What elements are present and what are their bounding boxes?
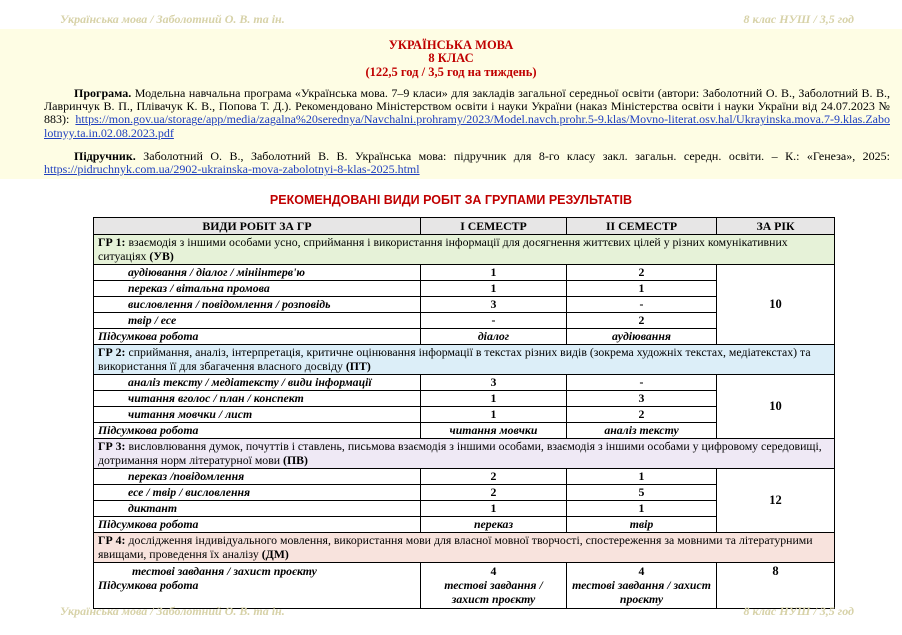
table-row: [94, 469, 835, 485]
semester-1-count: 3: [421, 375, 567, 391]
running-header: [60, 12, 854, 27]
semester-2-count: 5: [567, 485, 717, 501]
group-code: (ДМ): [261, 546, 289, 561]
semester-1-count: 2: [421, 469, 567, 485]
table-row: [94, 265, 835, 281]
year-total: 8: [717, 563, 835, 609]
group-label: ГР 2:: [98, 345, 126, 359]
group-description: [94, 235, 835, 265]
program-label: Програма.: [74, 86, 132, 100]
table-row: [94, 563, 835, 609]
summary-semester-1: тестові завдання / захист проєкту: [444, 578, 543, 606]
semester-2-count: 1: [567, 501, 717, 517]
group-code: (ПТ): [345, 358, 371, 373]
textbook-paragraph: [44, 150, 890, 176]
group-text: висловлювання думок, почуттів і ставлень, письмова взаємодія з іншими особами, взаємодія з іншими особами у цифровому середовищі, дотримання норм літературної мови: [98, 439, 822, 467]
textbook-text: Заболотний О. В., Заболотний В. В. Українська мова: підручник для 8-го класу закл. загальн. середн. освіти. – К.: «Генеза», 2025:: [143, 149, 891, 163]
running-footer: [60, 604, 854, 619]
summary-semester-1: діалог: [421, 329, 567, 345]
header-semester-2: ІІ СЕМЕСТР: [567, 218, 717, 235]
year-total: 10: [717, 375, 835, 439]
group-text: взаємодія з іншими особами усно, сприймання і використання інформації для досягнення життєвих цілей у різних комунікативних ситуаціях: [98, 235, 788, 263]
header-semester-1: І СЕМЕСТР: [421, 218, 567, 235]
semester-1-count: 3: [421, 297, 567, 313]
summary-label: Підсумкова робота: [94, 517, 421, 533]
program-link[interactable]: https://mon.gov.ua/storage/app/media/zagalna%20serednya/Navchalni.prohramy/2023/Model.navch.prohr.5-9.klas/Movno-literat.osv.hal/Ukrayinska.mova.7-9.klas.Zabolotnyy.ta.in.02.08.2023.pdf: [44, 112, 890, 140]
activity-name: читання мовчки / лист: [94, 407, 421, 423]
section-title: РЕКОМЕНДОВАНІ ВИДИ РОБІТ ЗА ГРУПАМИ РЕЗУЛЬТАТІВ: [269, 193, 633, 207]
group-label: ГР 1:: [98, 235, 126, 249]
doc-title-subject: УКРАЇНСЬКА МОВА: [388, 38, 514, 52]
activity-cell: [94, 563, 421, 609]
summary-label: Підсумкова робота: [94, 329, 421, 345]
running-header-right: 8 клас НУШ / 3,5 год: [743, 12, 854, 26]
group-row-1: [94, 235, 835, 265]
semester-1-count: 4: [490, 564, 497, 578]
summary-semester-2: тестові завдання / захист проєкту: [572, 578, 711, 606]
header-work-types: ВИДИ РОБІТ ЗА ГР: [94, 218, 421, 235]
group-row-3: [94, 439, 835, 469]
summary-semester-2: аналіз тексту: [567, 423, 717, 439]
semester-1-cell: [421, 563, 567, 609]
summary-semester-1: читання мовчки: [421, 423, 567, 439]
activity-name: читання вголос / план / конспект: [94, 391, 421, 407]
group-label: ГР 3:: [98, 439, 126, 453]
activity-name: аудіювання / діалог / мініінтерв'ю: [94, 265, 421, 281]
group-row-2: [94, 345, 835, 375]
summary-label: Підсумкова робота: [98, 578, 199, 592]
semester-1-count: -: [421, 313, 567, 329]
activity-name: аналіз тексту / медіатексту / види інформації: [94, 375, 421, 391]
doc-title-hours: (122,5 год / 3,5 год на тиждень): [365, 65, 537, 79]
semester-1-count: 1: [421, 265, 567, 281]
group-description: [94, 345, 835, 375]
group-code: (ПВ): [283, 452, 308, 467]
group-description: [94, 533, 835, 563]
table-row: [94, 375, 835, 391]
running-footer-right: 8 клас НУШ / 3,5 год: [743, 604, 854, 618]
textbook-label: Підручник.: [74, 149, 136, 163]
textbook-link[interactable]: https://pidruchnyk.com.ua/2902-ukrainska-mova-zabolotnyi-8-klas-2025.html: [44, 162, 420, 177]
table-header-row: [94, 218, 835, 235]
summary-semester-1: переказ: [421, 517, 567, 533]
group-text: дослідження індивідуального мовлення, використання мови для власної мовної творчості, спостереження за мовними та літературними явищами, проведення їх аналізу: [98, 533, 813, 561]
activity-name: диктант: [94, 501, 421, 517]
running-header-left: Українська мова / Заболотний О. В. та ін.: [60, 12, 285, 26]
group-code: (УВ): [149, 248, 174, 263]
group-description: [94, 439, 835, 469]
semester-2-count: -: [567, 375, 717, 391]
year-total: 12: [717, 469, 835, 533]
semester-2-count: 4: [638, 564, 645, 578]
semester-1-count: 1: [421, 391, 567, 407]
header-year: ЗА РІК: [717, 218, 835, 235]
semester-2-cell: [567, 563, 717, 609]
semester-2-count: 1: [567, 281, 717, 297]
semester-1-count: 1: [421, 281, 567, 297]
year-total: 10: [717, 265, 835, 345]
summary-semester-2: твір: [567, 517, 717, 533]
semester-2-count: -: [567, 297, 717, 313]
summary-semester-2: аудіювання: [567, 329, 717, 345]
summary-label: Підсумкова робота: [94, 423, 421, 439]
group-label: ГР 4:: [98, 533, 126, 547]
semester-1-count: 2: [421, 485, 567, 501]
program-text: Модельна навчальна програма «Українська мова. 7–9 класи» для закладів загальної середньої освіти (автори: Заболотний О. В., Заболотний В. В., Лавринчук В. П., Плівачук К. В., Попова Т. Д.). Рекомендовано Міністерством освіти і науки України (наказ Міністерства освіти і науки України від 24.07.2023 № 883):: [44, 86, 890, 127]
program-paragraph: [44, 87, 890, 140]
semester-1-count: 1: [421, 501, 567, 517]
activity-name: твір / есе: [94, 313, 421, 329]
semester-1-count: 1: [421, 407, 567, 423]
activity-name: тестові завдання / захист проєкту: [132, 564, 317, 578]
activity-name: переказ /повідомлення: [94, 469, 421, 485]
doc-title-grade: 8 КЛАС: [428, 51, 474, 65]
work-types-table: [93, 217, 835, 609]
semester-2-count: 3: [567, 391, 717, 407]
group-row-4: [94, 533, 835, 563]
semester-2-count: 2: [567, 407, 717, 423]
semester-2-count: 2: [567, 265, 717, 281]
activity-name: висловлення / повідомлення / розповідь: [94, 297, 421, 313]
semester-2-count: 2: [567, 313, 717, 329]
running-footer-left: Українська мова / Заболотний О. В. та ін.: [60, 604, 285, 618]
semester-2-count: 1: [567, 469, 717, 485]
group-text: сприймання, аналіз, інтерпретація, критичне оцінювання інформації в текстах різних видів (зокрема художніх текстах, медіатекстах) та використання її для збагачення власного досвіду: [98, 345, 811, 373]
activity-name: переказ / вітальна промова: [94, 281, 421, 297]
activity-name: есе / твір / висловлення: [94, 485, 421, 501]
